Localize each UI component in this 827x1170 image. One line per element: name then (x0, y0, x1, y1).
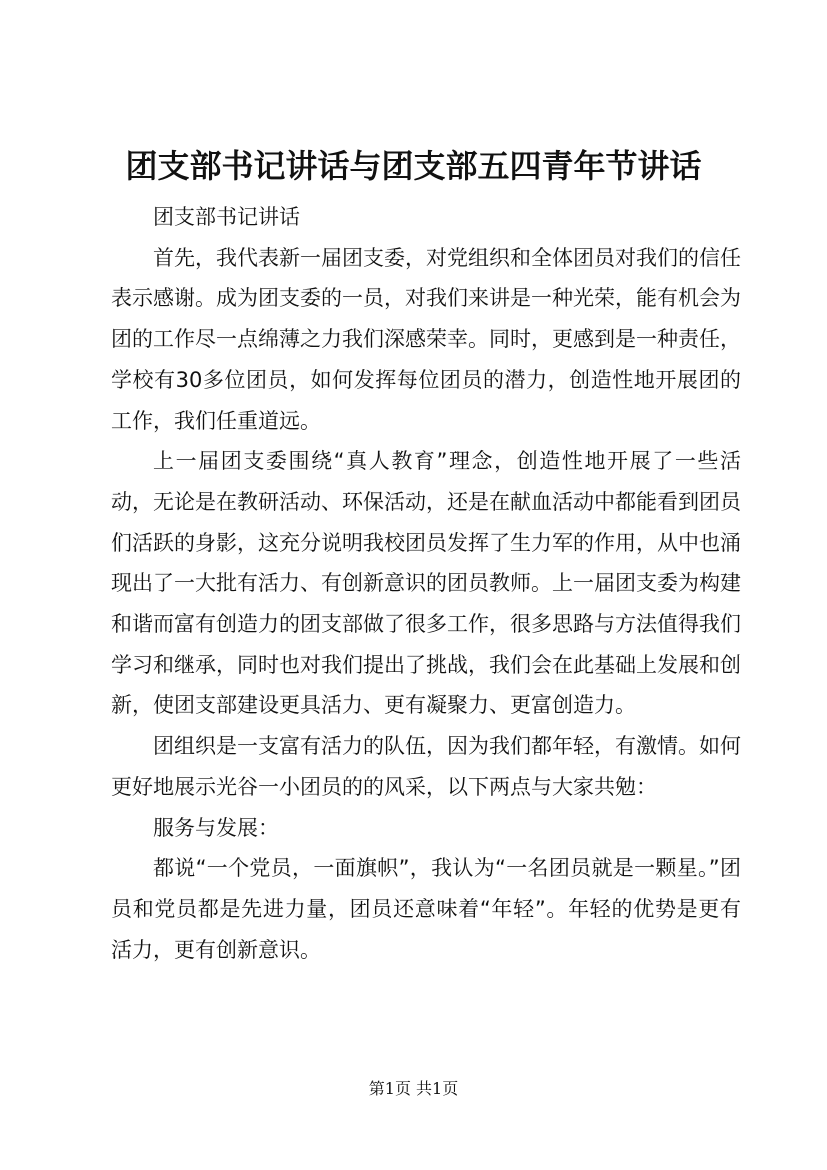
paragraph: 都说“一个党员，一面旗帜”，我认为“一名团员就是一颗星。”团员和党员都是先进力量，团员还意味着“年轻”。年轻的优势是更有活力，更有创新意识。 (111, 856, 741, 962)
section-heading: 服务与发展： (153, 815, 279, 840)
section-heading: 团支部书记讲话 (153, 205, 300, 229)
paragraph: 团组织是一支富有活力的队伍，因为我们都年轻，有激情。如何更好地展示光谷一小团员的的风采，以下两点与大家共勉： (111, 734, 741, 799)
document-body (111, 197, 741, 970)
paragraph: 上一届团支委围绕“真人教育”理念，创造性地开展了一些活动，无论是在教研活动、环保活动，还是在献血活动中都能看到团员们活跃的身影，这充分说明我校团员发挥了生力军的作用，从中也涌现出了一大批有活力、有创新意识的团员教师。上一届团支委为构建和谐而富有创造力的团支部做了很多工作，很多思路与方法值得我们学习和继承，同时也对我们提出了挑战，我们会在此基础上发展和创新，使团支部建设更具活力、更有凝聚力、更富创造力。 (111, 449, 741, 718)
document-title: 团支部书记讲话与团支部五四青年节讲话 (125, 147, 702, 185)
page-footer: 第1页 共1页 (368, 1079, 459, 1098)
paragraph: 首先，我代表新一届团支委，对党组织和全体团员对我们的信任表示感谢。成为团支委的一员，对我们来讲是一种光荣，能有机会为团的工作尽一点绵薄之力我们深感荣幸。同时，更感到是一种责任，学校有30多位团员，如何发挥每位团员的潜力，创造性地开展团的工作，我们任重道远。 (111, 245, 741, 433)
